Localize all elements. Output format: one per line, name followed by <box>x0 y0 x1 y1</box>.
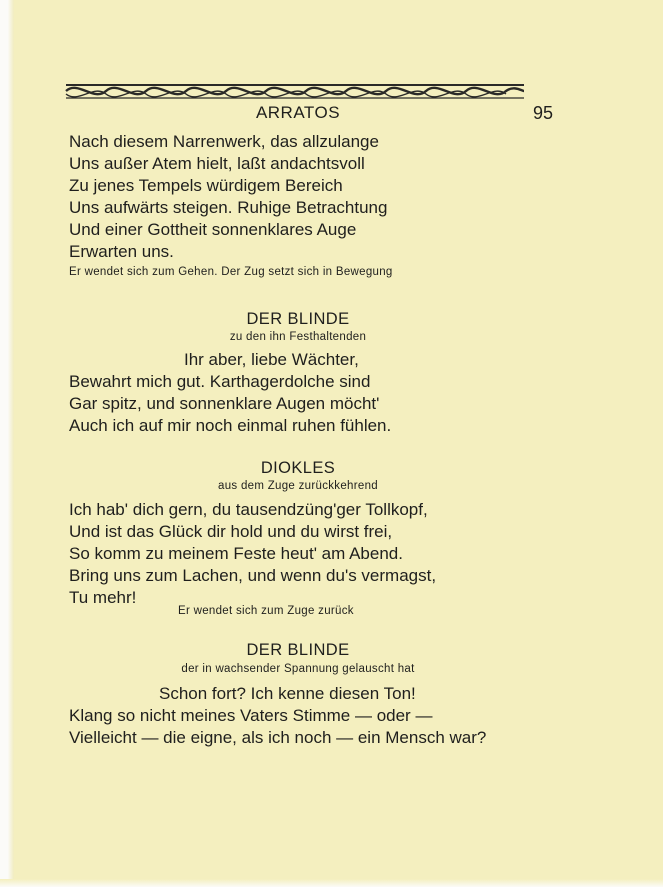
speaker-name: DER BLINDE <box>246 310 350 328</box>
stage-direction: zu den ihn Festhaltenden <box>229 331 367 343</box>
verse-line: Ihr aber, liebe Wächter, <box>184 350 359 369</box>
verse-line: Schon fort? Ich kenne diesen Ton! <box>159 684 416 703</box>
scan-margin-bottom <box>0 879 663 887</box>
verse-line: So komm zu meinem Feste heut' am Abend. <box>69 544 403 563</box>
verse-line: Zu jenes Tempels würdigem Bereich <box>69 176 343 195</box>
verse-line: Auch ich auf mir noch einmal ruhen fühlen. <box>69 416 392 435</box>
stage-direction: der in wachsender Spannung gelauscht hat <box>181 663 415 675</box>
speaker-name: DIOKLES <box>260 459 336 477</box>
stage-direction: Er wendet sich zum Gehen. Der Zug setzt sich in Bewegung <box>69 266 393 278</box>
verse-line: Gar spitz, und sonnenklare Augen möcht' <box>69 394 380 413</box>
verse-line: Erwarten uns. <box>69 242 174 261</box>
verse-line: Und ist das Glück dir hold und du wirst frei, <box>69 522 393 541</box>
verse-line: Bewahrt mich gut. Karthagerdolche sind <box>69 372 371 391</box>
page-number: 95 <box>533 103 554 123</box>
stage-direction: aus dem Zuge zurückkehrend <box>218 480 378 492</box>
page-header <box>0 103 663 129</box>
stage-direction: Er wendet sich zum Zuge zurück <box>178 605 354 617</box>
verse-line: Klang so nicht meines Vaters Stimme — oder — <box>69 706 433 725</box>
wave-scroll-ornament-icon <box>64 82 526 100</box>
verse-line: Vielleicht — die eigne, als ich noch — ein Mensch war? <box>69 728 487 747</box>
verse-line: Und einer Gottheit sonnenklares Auge <box>69 220 357 239</box>
running-title: ARRATOS <box>255 103 341 122</box>
verse-line: Bring uns zum Lachen, und wenn du's vermagst, <box>69 566 437 585</box>
speaker-name: DER BLINDE <box>246 641 350 659</box>
verse-line: Nach diesem Narrenwerk, das allzulange <box>69 132 379 151</box>
scan-margin-left <box>0 0 14 887</box>
verse-line: Uns aufwärts steigen. Ruhige Betrachtung <box>69 198 388 217</box>
verse-line: Ich hab' dich gern, du tausendzüng'ger Tollkopf, <box>69 500 428 519</box>
verse-line: Uns außer Atem hielt, laßt andachtsvoll <box>69 154 365 173</box>
verse-line: Tu mehr! <box>69 588 137 607</box>
